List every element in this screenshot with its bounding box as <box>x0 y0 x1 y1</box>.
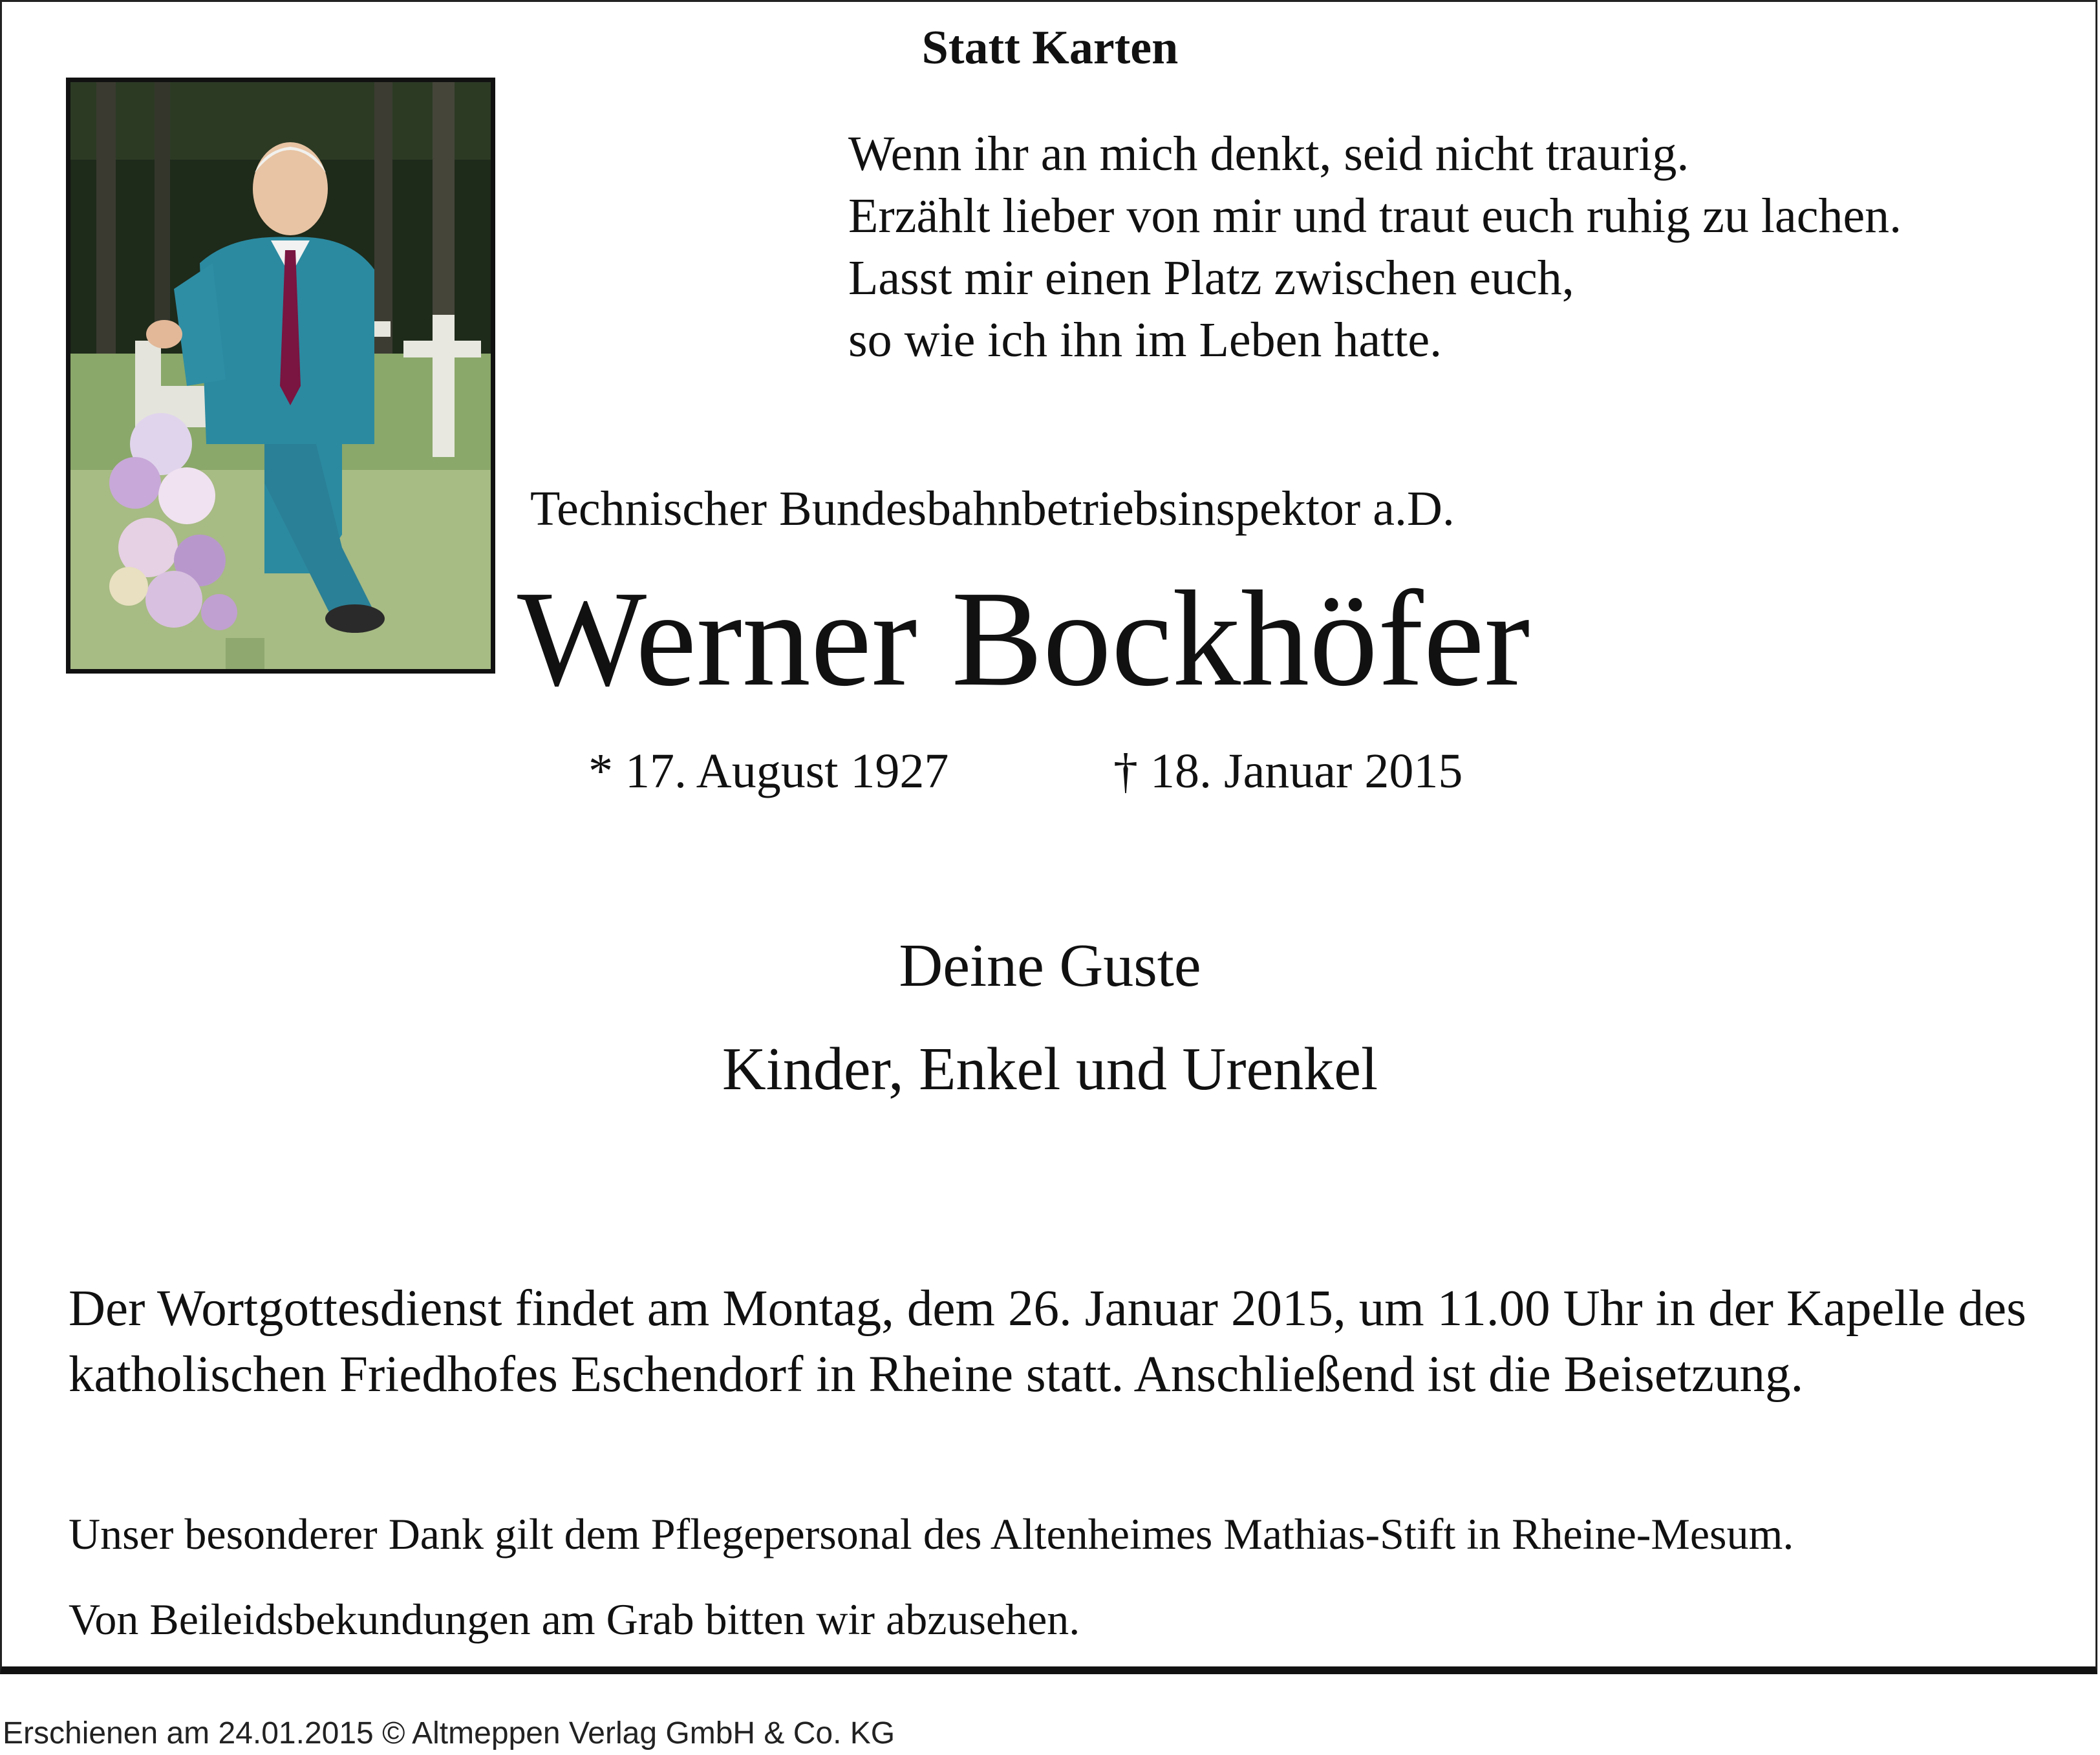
death-date: † 18. Januar 2015 <box>1113 744 1463 798</box>
condolence-notice: Von Beileidsbekundungen am Grab bitten wir abzusehen. <box>69 1595 1080 1644</box>
service-notice: Der Wortgottesdienst findet am Montag, dem 26. Januar 2015, um 11.00 Uhr in der Kapelle des katholischen Friedhofes Eschendorf in Rheine statt. Anschließend ist die Beisetzung. <box>69 1281 2026 1403</box>
poem-line: Wenn ihr an mich denkt, seid nicht traurig. <box>848 127 1689 181</box>
poem-line: so wie ich ihn im Leben hatte. <box>848 313 1442 367</box>
portrait-illustration <box>70 82 491 669</box>
birth-date: * 17. August 1927 <box>588 744 949 798</box>
publication-footer: Erschienen am 24.01.2015 © Altmeppen Verlag GmbH & Co. KG <box>3 1716 895 1750</box>
thanks-notice: Unser besonderer Dank gilt dem Pflegepersonal des Altenheimes Mathias-Stift in Rheine-Mesum. <box>69 1509 1794 1558</box>
mourner-family: Kinder, Enkel und Urenkel <box>722 1036 1378 1103</box>
mourner-spouse: Deine Guste <box>899 932 1201 999</box>
deceased-name: Werner Bockhöfer <box>517 562 1530 714</box>
poem <box>848 123 1902 371</box>
poem-line: Lasst mir einen Platz zwischen euch, <box>848 251 1574 305</box>
header-title: Statt Karten <box>921 21 1179 74</box>
poem-line: Erzählt lieber von mir und traut euch ruhig zu lachen. <box>848 189 1902 243</box>
deceased-title: Technischer Bundesbahnbetriebsinspektor a.D. <box>530 482 1455 536</box>
portrait-photo <box>66 78 495 674</box>
